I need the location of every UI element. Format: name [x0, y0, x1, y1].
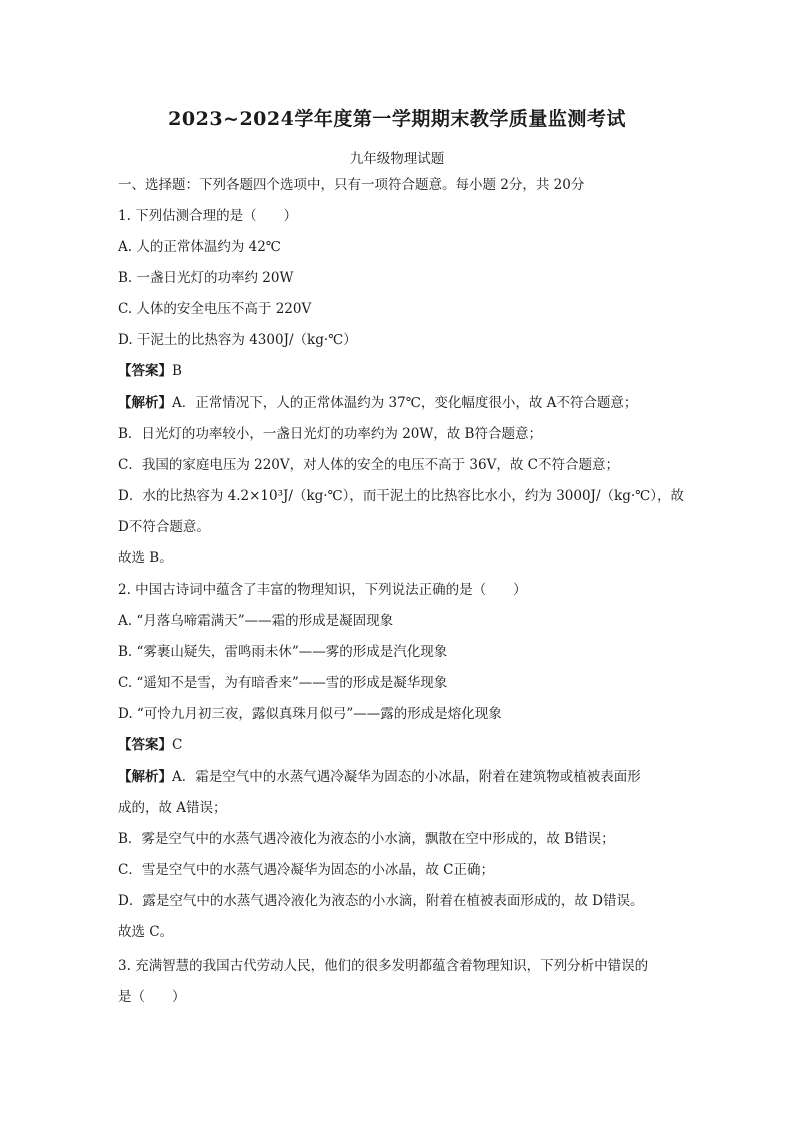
q1-analysis-line-3: C．我国的家庭电压为 220V，对人体的安全的电压不高于 36V，故 C不符合题意； — [118, 457, 619, 473]
q1-stem: 1. 下列估测合理的是（ ） — [118, 208, 298, 224]
q2-option-c: C. “遥知不是雪，为有暗香来”——雪的形成是凝华现象 — [118, 675, 448, 691]
q2-answer — [118, 735, 678, 755]
q3-stem-line-2: 是（ ） — [118, 989, 186, 1005]
q2-stem: 2. 中国古诗词中蕴含了丰富的物理知识，下列说法正确的是（ ） — [118, 582, 527, 598]
page-title: 2023~2024学年度第一学期期末教学质量监测考试 — [168, 108, 626, 130]
q1-option-c: C. 人体的安全电压不高于 220V — [118, 301, 312, 317]
q2-analysis-line-4: C．雪是空气中的水蒸气遇冷凝华为固态的小冰晶，故 C正确； — [118, 862, 494, 878]
q1-option-d: D. 干泥土的比热容为 4300J/（kg·℃） — [118, 332, 357, 348]
q2-option-b: B. “雾裹山疑失，雷鸣雨未休”——雾的形成是汽化现象 — [118, 644, 448, 660]
answer-tag: 【答案】 — [118, 737, 172, 753]
q1-conclusion: 故选 B。 — [118, 550, 173, 566]
analysis-text: A．霜是空气中的水蒸气遇冷凝华为固态的小冰晶，附着在建筑物或植被表面形 — [172, 769, 641, 785]
analysis-text: A．正常情况下，人的正常体温约为 37℃，变化幅度很小，故 A不符合题意； — [172, 395, 638, 411]
q2-option-d: D. “可怜九月初三夜，露似真珠月似弓”——露的形成是熔化现象 — [118, 706, 502, 722]
q1-analysis-line-5: D不符合题意。 — [118, 519, 210, 535]
section-heading: 一、选择题：下列各题四个选项中，只有一项符合题意。每小题 2分，共 20分 — [118, 177, 585, 193]
q1-option-b: B. 一盏日光灯的功率约 20W — [118, 270, 294, 286]
q1-answer — [118, 361, 678, 381]
answer-tag: 【答案】 — [118, 363, 172, 379]
q1-analysis-line-2: B．日光灯的功率较小，一盏日光灯的功率约为 20W，故 B符合题意； — [118, 426, 542, 442]
q1-option-a: A. 人的正常体温约为 42℃ — [118, 239, 281, 255]
q2-analysis-line-1 — [118, 767, 678, 787]
q2-conclusion: 故选 C。 — [118, 924, 174, 940]
answer-value: C — [172, 737, 183, 753]
q2-option-a: A. “月落乌啼霜满天”——霜的形成是凝固现象 — [118, 613, 394, 629]
q2-analysis-line-3: B．雾是空气中的水蒸气遇冷液化为液态的小水滴，飘散在空中形成的，故 B错误； — [118, 831, 615, 847]
page-subtitle: 九年级物理试题 — [349, 151, 445, 167]
q2-analysis-line-2: 成的，故 A错误； — [118, 800, 227, 816]
q2-analysis-line-5: D．露是空气中的水蒸气遇冷液化为液态的小水滴，附着在植被表面形成的，故 D错误。 — [118, 893, 644, 909]
q1-analysis-line-1 — [118, 393, 678, 413]
q3-stem-line-1: 3. 充满智慧的我国古代劳动人民，他们的很多发明都蕴含着物理知识，下列分析中错误的 — [118, 958, 649, 974]
answer-value: B — [172, 363, 182, 379]
q1-analysis-line-4: D．水的比热容为 4.2×10³J/（kg·℃），而干泥土的比热容比水小，约为 3000J/（kg·℃），故 — [118, 488, 684, 504]
analysis-tag: 【解析】 — [118, 769, 172, 785]
analysis-tag: 【解析】 — [118, 395, 172, 411]
